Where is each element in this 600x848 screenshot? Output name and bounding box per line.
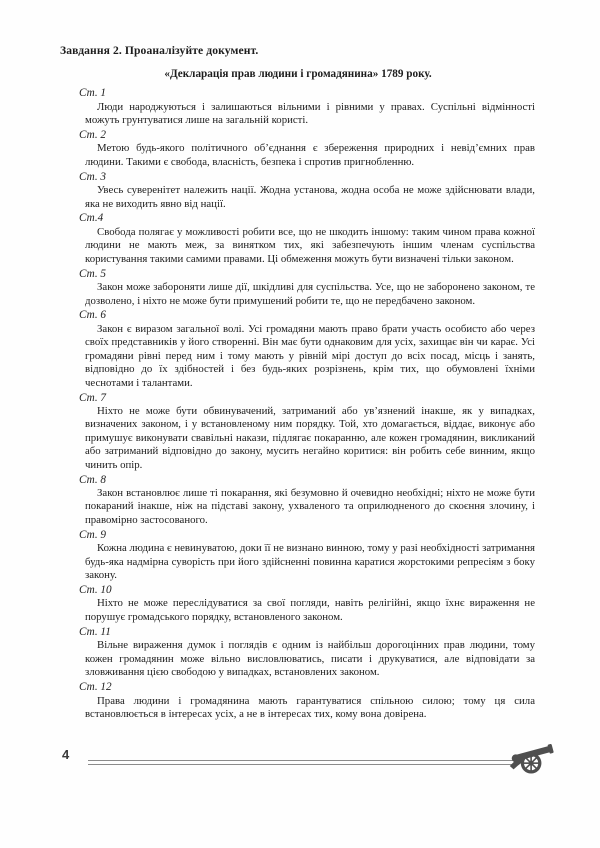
article-text: Свобода полягає у можливості робити все, що не шкодить іншому: таким чином права кожної людини не мають меж, за винятком тих, які забезпечують іншим членам суспільства користування такими самими правами. Ці обмеження можуть бути визначені тільки законом. [85, 225, 535, 265]
article [60, 171, 536, 211]
article-text: Закон є виразом загальної волі. Усі громадяни мають право брати участь особисто або через своїх представників у його створенні. Він має бути однаковим для усіх, захищає він чи карає. Усі громадяни рівні перед ним і тому мають у рівній мірі доступ до всіх посад, місць і занять, відповідно до їх здібностей і без будь-яких розрізнень, крім тих, що обумовлені їхніми чеснотами і талантами. [85, 322, 535, 389]
article [60, 584, 536, 624]
article-text: Метою будь-якого політичного об’єднання є збереження природних і невід’ємних прав людини. Такими є свобода, власність, безпека і спротив пригнобленню. [85, 142, 535, 168]
article-label: Ст. 9 [79, 528, 107, 541]
article [60, 87, 536, 127]
article-text: Ніхто не може бути обвинувачений, затриманий або ув’язнений інакше, як у випадках, визначених законом, і у встановленому ним порядку. Той, хто домагається, віддає, виконує або примушує виконувати свавільні накази, підлягає покаранню, але кожен громадянин, викликаний або затриманий відповідно до закону, мусить негайно коритися: він робить себе винним, якщо чинить опір. [85, 405, 535, 471]
page-number: 4 [62, 747, 70, 762]
article-text: Закон встановлює лише ті покарання, які безумовно й очевидно необхідні; ніхто не може бути покараний інакше, ніж на підставі закону, ухваленого та оприлюдненого до скоєння злочину, і правомірно застосованого. [85, 487, 535, 526]
article-text: Люди народжуються і залишаються вільними і рівними у правах. Суспільні відмінності можуть грунтуватися лише на загальній користі. [85, 100, 535, 126]
article-text: Права людини і громадянина мають гарантуватися спільною силою; тому ця сила встановлюється в інтересах усіх, а не в інтересах тих, кому вона довірена. [85, 694, 535, 720]
page-content [60, 44, 536, 721]
article-label: Ст. 1 [79, 87, 107, 99]
article [60, 626, 536, 680]
page-footer [0, 738, 600, 778]
document-title: «Декларація прав людини і громадянина» 1789 року. [164, 68, 432, 80]
cannon-icon [506, 739, 560, 775]
article-label: Ст. 6 [79, 309, 107, 322]
article-label: Ст.4 [79, 212, 104, 225]
articles-list [60, 87, 536, 721]
article [60, 474, 536, 528]
article-label: Ст. 12 [79, 681, 112, 693]
article-label: Ст. 2 [79, 128, 107, 141]
article-text: Кожна людина є невинуватою, доки її не визнано винною, тому у разі необхідності затримання будь-яка надмірна суворість при його здійсненні повинна каратися жорстокими репресіям з боку закону. [85, 542, 535, 582]
article [60, 392, 536, 473]
article [60, 309, 536, 390]
footer-double-rule [88, 760, 518, 765]
article [60, 212, 536, 266]
article-label: Ст. 5 [79, 267, 107, 280]
task-heading: Завдання 2. Проаналізуйте документ. [60, 44, 259, 57]
article-text: Увесь суверенітет належить нації. Жодна установа, жодна особа не може здійснювати влади, яка не виходить явно від нації. [85, 184, 535, 210]
article [60, 129, 536, 169]
article [60, 529, 536, 583]
article [60, 681, 536, 721]
article-label: Ст. 3 [79, 170, 107, 183]
article-label: Ст. 10 [79, 583, 112, 596]
article-label: Ст. 11 [79, 625, 111, 638]
article-text: Вільне вираження думок і поглядів є одним із найбільш дорогоцінних прав людини, тому кожен громадянин може вільно висловлюватись, писати і друкуватися, але відповідати за зловживання цією свободою у випадках, встановлених законом. [85, 639, 535, 679]
article-label: Ст. 7 [79, 391, 107, 404]
article [60, 268, 536, 308]
article-text: Ніхто не може переслідуватися за свої погляди, навіть релігійні, якщо їхнє вираження не порушує громадського порядку, встановленого законом. [85, 597, 535, 623]
article-label: Ст. 8 [79, 473, 107, 486]
article-text: Закон може забороняти лише дії, шкідливі для суспільства. Усе, що не заборонено законом, те дозволено, і ніхто не може бути примушений робити те, що не передбачено законом. [85, 281, 535, 307]
